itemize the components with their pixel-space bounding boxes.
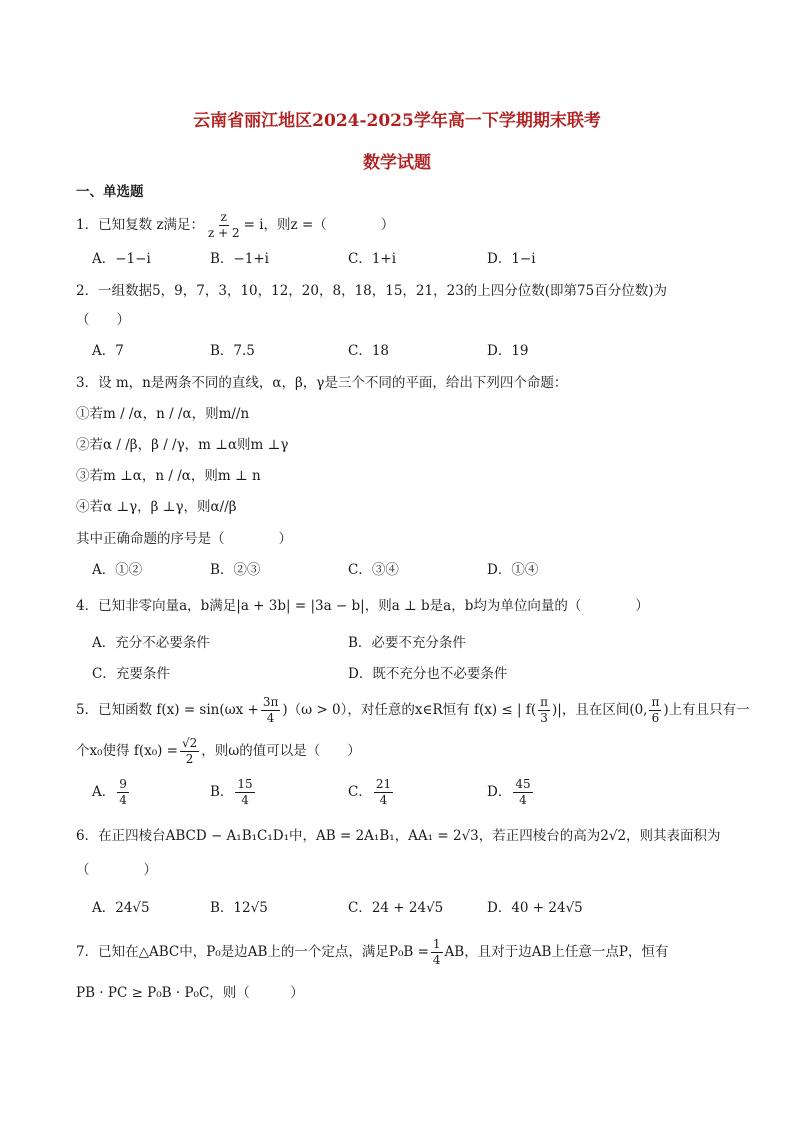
q5-frac-1-den: 4: [266, 711, 275, 725]
q5-option-d-num: 45: [515, 777, 531, 791]
question-2-paren: （ ）: [76, 312, 130, 328]
q5-frac-2: [538, 695, 550, 726]
q5-option-a-num: 9: [119, 777, 127, 791]
q7-frac-den: 4: [432, 953, 441, 967]
q5-frac-3-den: 6: [651, 711, 660, 725]
q7-part-b: AB，且对于边AB上任意一点P，恒有: [444, 944, 669, 960]
question-2-stem: 2．一组数据5，9，7，3，10，12，20，8，18，15，21，23的上四分位数(即第75百分位数)为: [76, 283, 667, 299]
q3-question: 其中正确命题的序号是（ ）: [76, 531, 292, 547]
section-heading: 一、单选题: [76, 184, 144, 200]
q1-option-c: C．1+i: [348, 251, 397, 267]
q7-frac-num: 1: [432, 937, 441, 951]
q1-option-b: B．−1+i: [210, 251, 269, 267]
q4-option-a: A．充分不必要条件: [92, 635, 210, 651]
q3-option-c: C．③④: [348, 562, 399, 578]
question-6-paren: （ ）: [76, 862, 157, 878]
q5-option-b-label: B．: [210, 784, 234, 800]
q6-option-a: A．24√5: [92, 900, 150, 916]
q6-option-d: D．40 + 24√5: [487, 900, 583, 916]
q5-line2-b: ，则ω的值可以是（ ）: [201, 743, 361, 759]
q3-option-a: A．①②: [92, 562, 143, 578]
q5-part-d: )上有且只有一: [663, 702, 750, 718]
q5-option-b-num: 15: [237, 777, 253, 791]
question-5-line-2: [76, 735, 361, 767]
q5-frac-1: [261, 695, 281, 726]
q4-option-c: C．充要条件: [92, 666, 170, 682]
q1-prefix: 1．已知复数 z满足：: [76, 217, 204, 233]
q5-frac-4-den: 2: [185, 752, 194, 766]
q5-option-c: [348, 776, 395, 808]
question-6-stem: 6．在正四棱台ABCD − A₁B₁C₁D₁中，AB = 2A₁B₁，AA₁ = 2√3，若正四棱台的高为2√2，则其表面积为: [76, 828, 721, 844]
q2-option-a: A．7: [92, 343, 124, 359]
q5-option-d: [487, 776, 535, 808]
q5-part-a: 5．已知函数 f(x) = sin(ωx +: [76, 702, 259, 718]
q2-option-b: B．7.5: [210, 343, 255, 359]
question-7-line-2: PB · PC ≥ P₀B · P₀C，则（ ）: [76, 985, 304, 1001]
q3-proposition-2: ②若α / /β，β / /γ，m ⊥α则m ⊥γ: [76, 437, 289, 453]
q5-option-d-frac: [513, 777, 532, 808]
q1-option-a: A．−1−i: [92, 251, 151, 267]
question-7-stem: [76, 936, 668, 968]
question-3-stem: 3．设 m，n是两条不同的直线，α，β，γ是三个不同的平面，给出下列四个命题：: [76, 375, 568, 391]
q6-option-b: B．12√5: [210, 900, 268, 916]
q5-option-a-label: A．: [92, 784, 116, 800]
q5-frac-3: [649, 695, 661, 726]
q5-option-c-frac: [374, 777, 393, 808]
q3-proposition-4: ④若α ⊥γ，β ⊥γ，则α//β: [76, 499, 237, 515]
q5-option-a-den: 4: [119, 793, 127, 807]
q5-frac-4: [180, 736, 199, 767]
q3-proposition-3: ③若m ⊥α，n / /α，则m ⊥ n: [76, 468, 261, 484]
q1-frac-num: z: [220, 210, 227, 224]
q1-suffix: = i，则z =（ ）: [243, 217, 395, 233]
exam-subtitle: 数学试题: [363, 153, 431, 173]
q5-frac-2-den: 3: [540, 711, 548, 725]
q5-line2-a: 个x₀使得 f(x₀) =: [76, 743, 178, 759]
q5-part-c: )|，且在区间(0,: [552, 702, 648, 718]
q5-frac-3-num: π: [651, 695, 660, 709]
q4-option-b: B．必要不充分条件: [348, 635, 466, 651]
q5-option-a-frac: [117, 777, 129, 808]
q5-frac-1-num: 3π: [262, 695, 279, 709]
q5-option-c-den: 4: [379, 793, 388, 807]
question-1-stem: [76, 210, 394, 241]
q3-proposition-1: ①若m / /α，n / /α，则m//n: [76, 406, 250, 422]
q7-fraction: [431, 937, 443, 968]
q4-option-d: D．既不充分也不必要条件: [348, 666, 508, 682]
q5-option-b: [210, 776, 257, 808]
q3-option-d: D．①④: [487, 562, 539, 578]
q5-option-d-den: 4: [519, 793, 527, 807]
q5-frac-4-num: √2: [181, 736, 198, 750]
question-5-stem: [76, 694, 750, 726]
q1-fraction: [206, 210, 242, 241]
q5-part-b: )（ω > 0），对任意的x∈R恒有 f(x) ≤ | f(: [282, 702, 537, 718]
q3-option-b: B．②③: [210, 562, 261, 578]
q5-option-c-label: C．: [348, 784, 372, 800]
exam-title: 云南省丽江地区2024-2025学年高一下学期期末联考: [193, 111, 601, 131]
q6-option-c: C．24 + 24√5: [348, 900, 444, 916]
q5-option-c-num: 21: [375, 777, 392, 791]
q2-option-d: D．19: [487, 343, 529, 359]
q5-option-b-frac: [235, 777, 254, 808]
q5-option-d-label: D．: [487, 784, 512, 800]
q1-option-d: D．1−i: [487, 251, 536, 267]
q1-frac-den: z + 2: [208, 226, 240, 240]
question-4-stem: 4．已知非零向量a，b满足|a + 3b| = |3a − b|，则a ⊥ b是a，b均为单位向量的（ ）: [76, 598, 649, 614]
q5-frac-2-num: π: [540, 695, 548, 709]
q5-option-b-den: 4: [241, 793, 249, 807]
q7-part-a: 7．已知在△ABC中，P₀是边AB上的一个定点，满足P₀B =: [76, 944, 429, 960]
q2-option-c: C．18: [348, 343, 390, 359]
q5-option-a: [92, 776, 131, 808]
